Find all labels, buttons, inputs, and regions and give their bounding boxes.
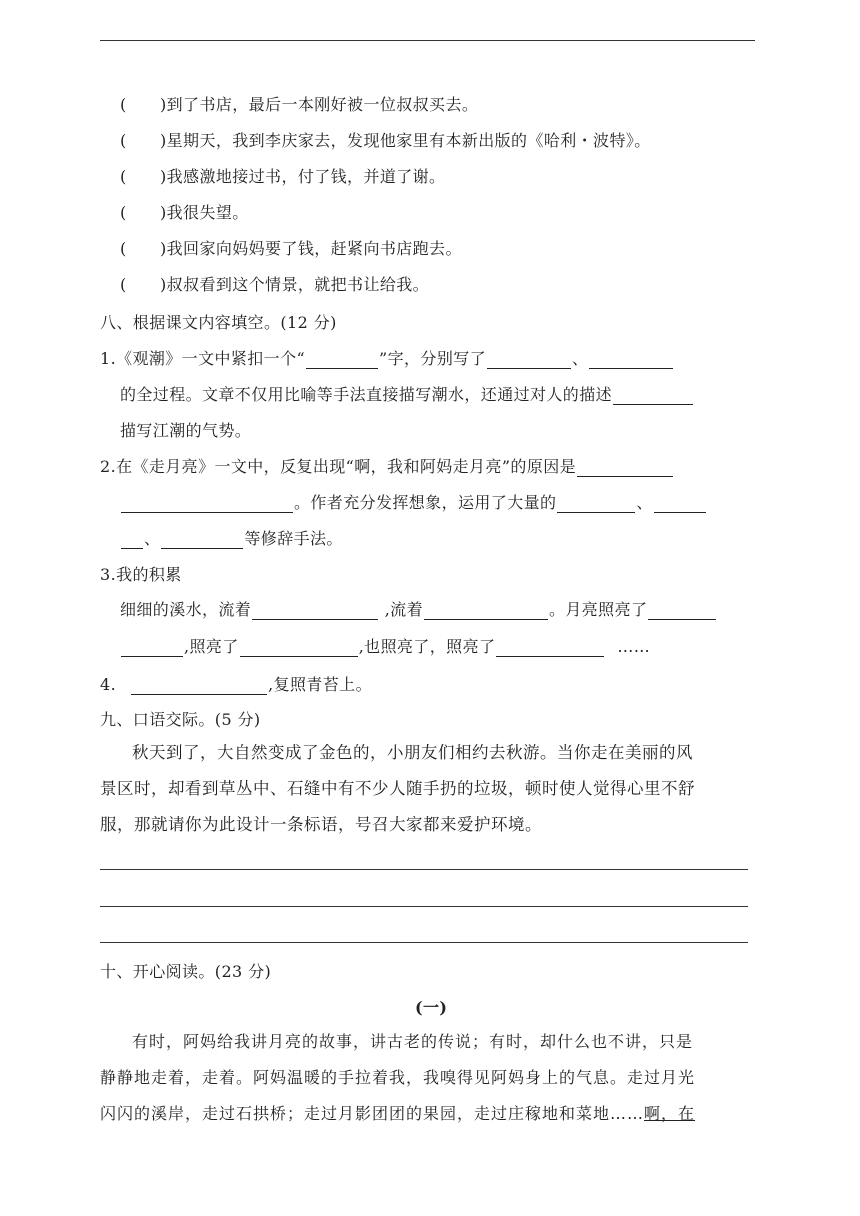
section10-heading: 十、开心阅读。(23 分) bbox=[100, 962, 272, 981]
fill-blank[interactable] bbox=[424, 602, 548, 620]
order-blank[interactable]: ( bbox=[120, 203, 127, 222]
order-blank[interactable]: ( bbox=[120, 275, 127, 294]
fill-blank[interactable] bbox=[654, 495, 706, 513]
ordering-item: ( )叔叔看到这个情景，就把书让给我。 bbox=[120, 275, 430, 294]
reading-passage: 有时，阿妈给我讲月亮的故事，讲古老的传说；有时，却什么也不讲，只是 静静地走着，走着。阿妈温暖的手拉着我，我嗅得见阿妈身上的气息。走过月光 闪闪的溪岸，走过石拱桥；走过月影团团的果园，走过庄稼地和菜地……啊，在 bbox=[100, 1032, 696, 1123]
fill-blank[interactable] bbox=[487, 351, 571, 369]
fill-blank[interactable] bbox=[306, 351, 378, 369]
fill-blank[interactable] bbox=[121, 639, 183, 657]
q4-line: 4. ,复照青苔上。 bbox=[100, 675, 372, 694]
fill-blank[interactable] bbox=[131, 677, 267, 695]
order-blank[interactable]: ( bbox=[120, 167, 127, 186]
fill-blank[interactable] bbox=[121, 495, 293, 513]
fill-blank[interactable] bbox=[577, 459, 673, 477]
answer-line[interactable] bbox=[100, 906, 748, 907]
section9-heading: 九、口语交际。(5 分) bbox=[100, 710, 261, 729]
order-blank[interactable]: ( bbox=[120, 95, 127, 114]
q1-line2: 的全过程。文章不仅用比喻等手法直接描写潮水，还通过对人的描述 bbox=[120, 385, 694, 405]
q3-line2: ,照亮了 ,也照亮了，照亮了 …… bbox=[120, 637, 650, 657]
fill-blank[interactable] bbox=[252, 602, 378, 620]
q3-title: 3.我的积累 bbox=[100, 565, 182, 584]
fill-blank[interactable] bbox=[648, 602, 716, 620]
underlined-sentence: 啊，在 bbox=[644, 1104, 696, 1123]
ordering-item: ( )我回家向妈妈要了钱，赶紧向书店跑去。 bbox=[120, 239, 462, 258]
top-rule bbox=[100, 40, 755, 41]
fill-blank[interactable] bbox=[557, 495, 635, 513]
fill-blank[interactable] bbox=[613, 387, 693, 405]
q2-line2: 。作者充分发挥想象，运用了大量的 、 bbox=[120, 493, 707, 513]
fill-blank[interactable] bbox=[121, 531, 143, 549]
fill-blank[interactable] bbox=[589, 351, 673, 369]
answer-line[interactable] bbox=[100, 869, 748, 870]
q1-line1: 1.《观潮》一文中紧扣一个“ ”字，分别写了 、 bbox=[100, 349, 674, 369]
q3-line1: 细细的溪水，流着 ,流着 。月亮照亮了 bbox=[120, 600, 717, 620]
fill-blank[interactable] bbox=[161, 531, 243, 549]
ordering-item: ( )到了书店，最后一本刚好被一位叔叔买去。 bbox=[120, 95, 479, 114]
section9-prompt: 秋天到了，大自然变成了金色的，小朋友们相约去秋游。当你走在美丽的风 景区时，却看到草丛中、石缝中有不少人随手扔的垃圾，顿时使人觉得心里不舒 服，那就请你为此设计一条标语，号召大家都来爱护环境。 bbox=[100, 743, 695, 834]
reading-part-title: (一) bbox=[415, 998, 448, 1017]
fill-blank[interactable] bbox=[496, 639, 604, 657]
fill-blank[interactable] bbox=[240, 639, 358, 657]
section8-heading: 八、根据课文内容填空。(12 分) bbox=[100, 313, 337, 332]
q1-line3: 描写江潮的气势。 bbox=[120, 421, 252, 440]
answer-line[interactable] bbox=[100, 942, 748, 943]
ordering-item: ( )我很失望。 bbox=[120, 203, 249, 222]
order-blank[interactable]: ( bbox=[120, 131, 127, 150]
ordering-item: ( )星期天，我到李庆家去，发现他家里有本新出版的《哈利・波特》。 bbox=[120, 131, 651, 150]
q2-line3: 、 等修辞手法。 bbox=[120, 529, 343, 549]
order-blank[interactable]: ( bbox=[120, 239, 127, 258]
ordering-item: ( )我感激地接过书，付了钱，并道了谢。 bbox=[120, 167, 446, 186]
q2-line1: 2.在《走月亮》一文中，反复出现“啊，我和阿妈走月亮”的原因是 bbox=[100, 457, 674, 477]
